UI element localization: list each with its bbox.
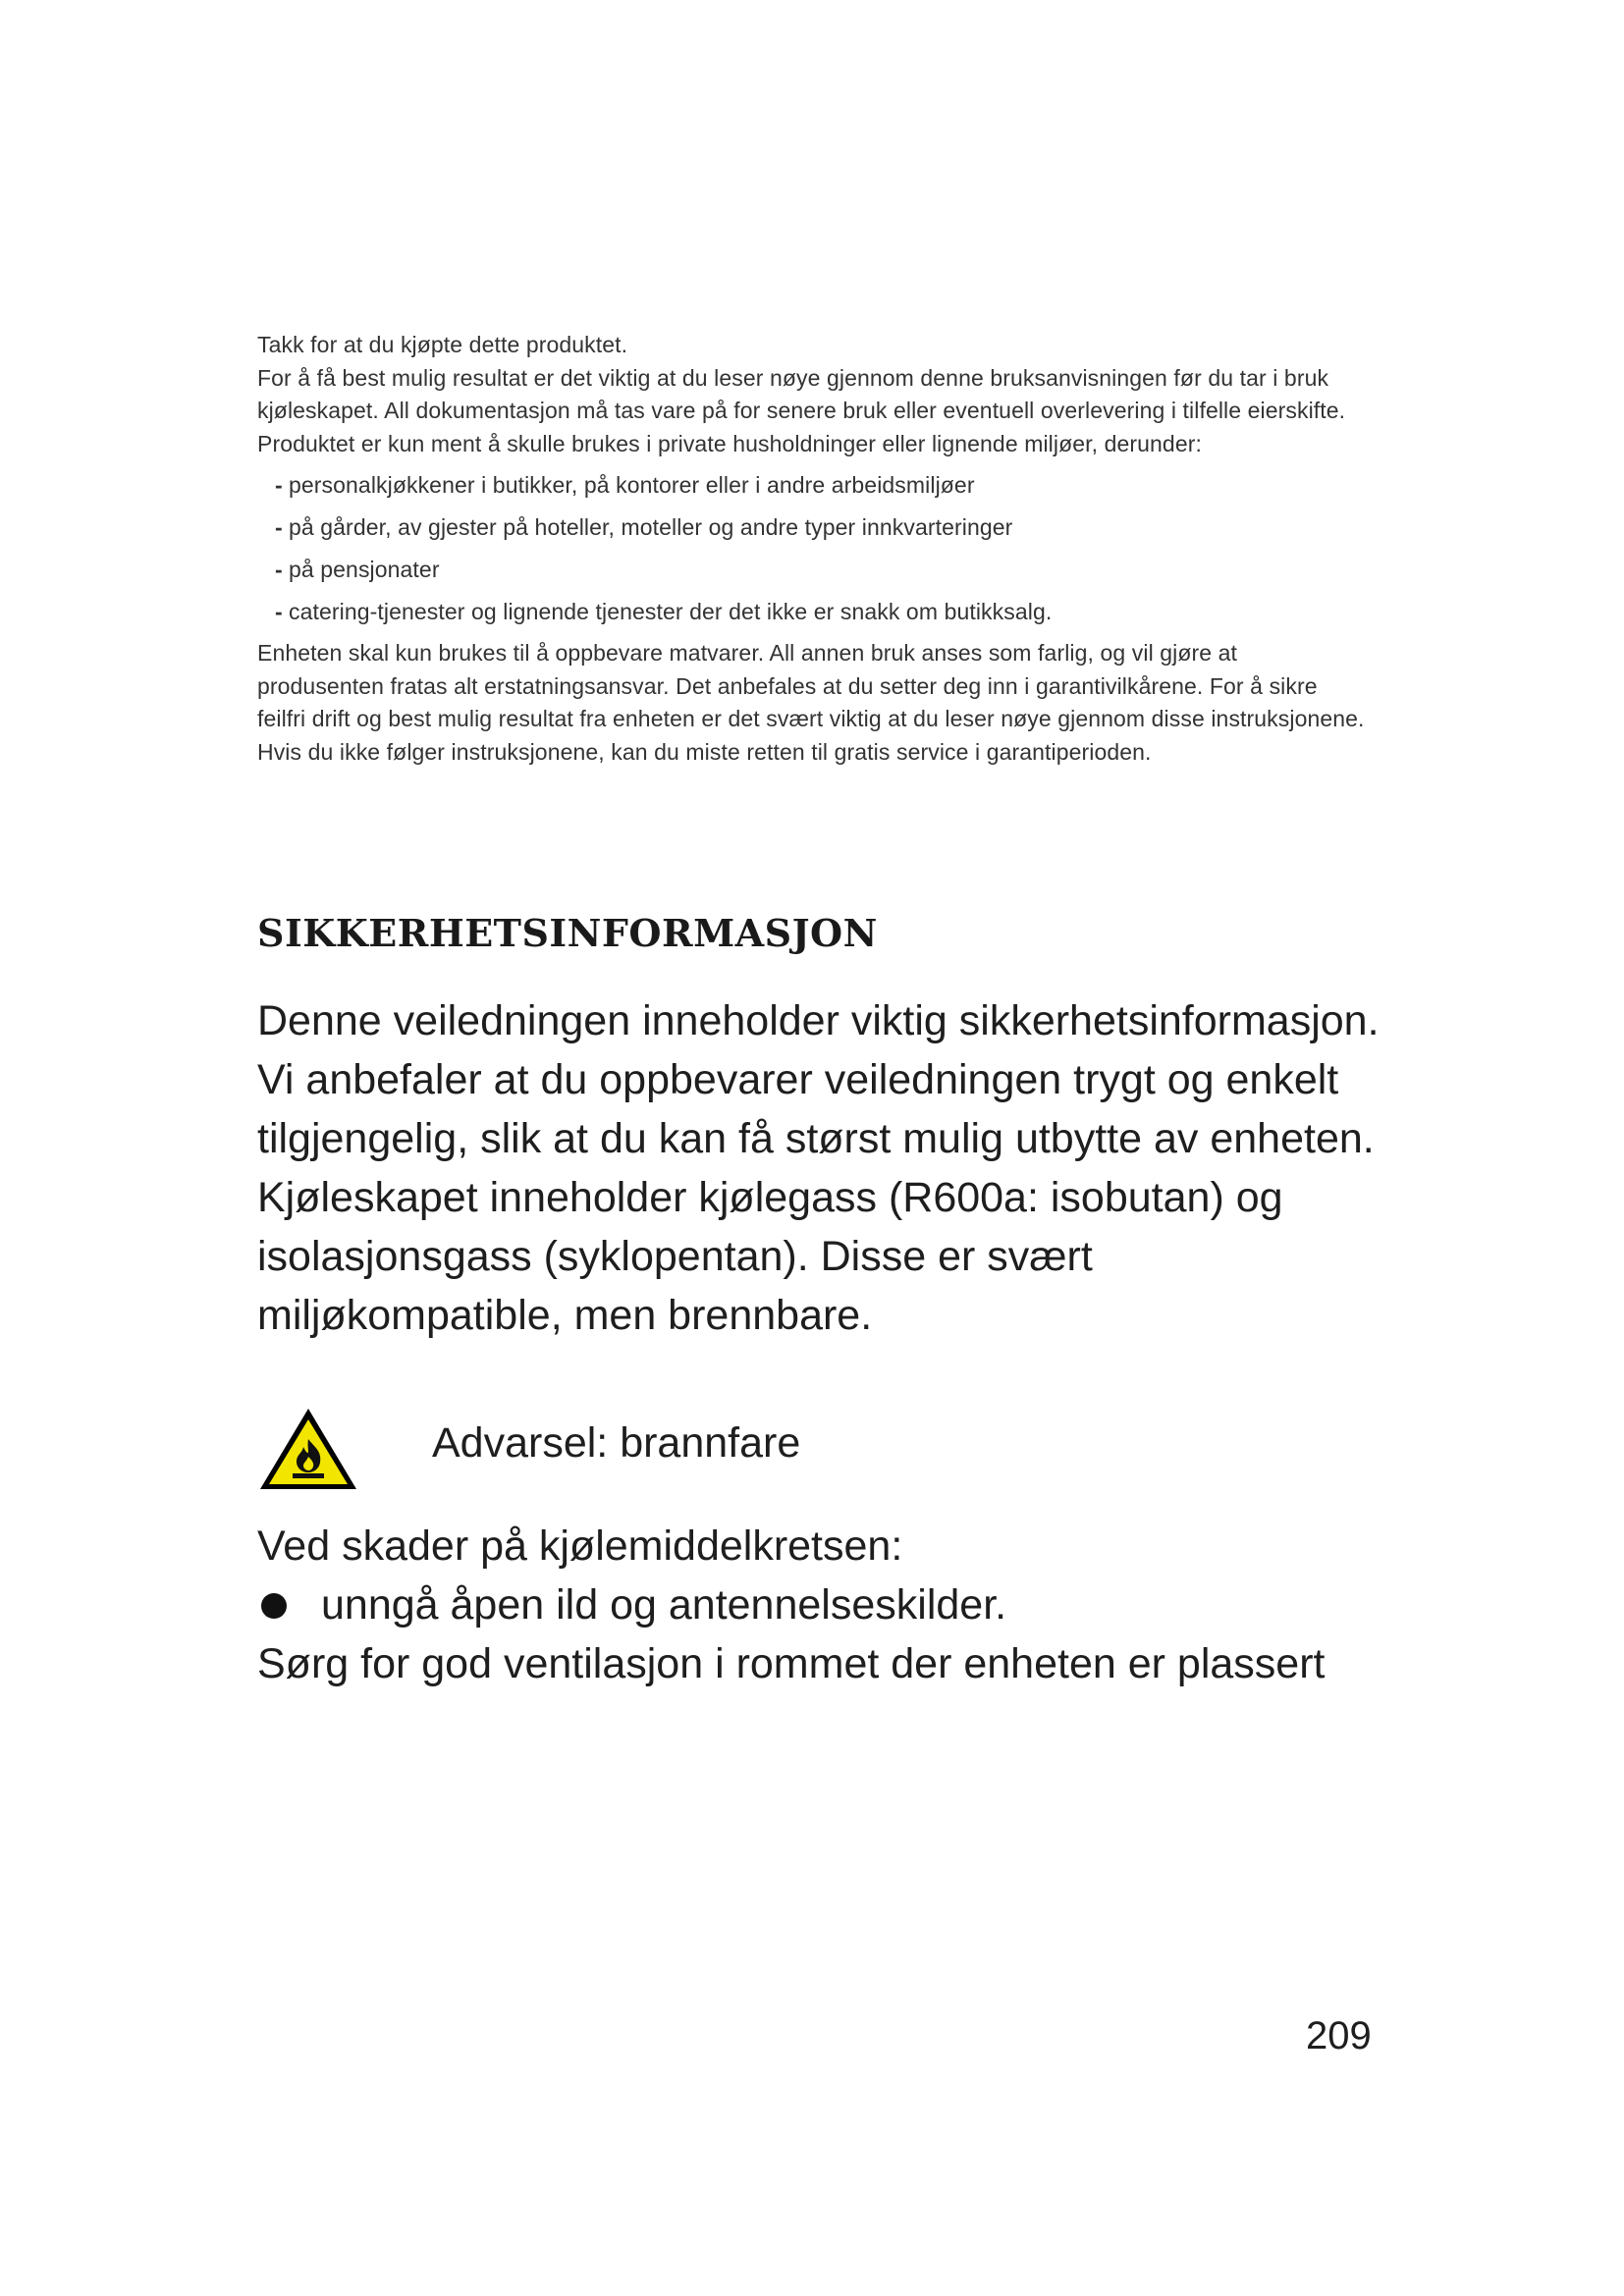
thanks-text: Takk for at du kjøpte dette produktet.: [257, 332, 628, 357]
safety-paragraph-2: Kjøleskapet inneholder kjølegass (R600a: isobutan) og isolasjonsgass (syklopentan). Disse er svært miljøkompatible, men brennbare.: [257, 1174, 1283, 1339]
damage-bullet: [257, 1575, 1435, 1634]
safety-heading: SIKKERHETSINFORMASJON: [257, 911, 878, 955]
intro-paragraph-2: Enheten skal kun brukes til å oppbevare matvarer. All annen bruk anses som farlig, og vil gjøre at produsenten fratas alt erstatningsansvar. Det anbefales at du setter deg inn i garantivilkårene. For å sikre feilfri drift og best mulig resultat fra enheten er det svært viktig at du leser nøye gjennom disse instruksjonene. Hvis du ikke følger instruksjonene, kan du miste retten til gratis service i garantiperioden.: [257, 640, 1365, 765]
damage-title: Ved skader på kjølemiddelkretsen:: [257, 1522, 903, 1570]
bullet-dash: -: [275, 514, 283, 540]
list-item: - på gårder, av gjester på hoteller, moteller og andre typer innkvarteringer: [257, 507, 1367, 549]
usage-environment-list: [257, 464, 1367, 633]
intro-section: [257, 329, 1367, 769]
intro-paragraph-1: For å få best mulig resultat er det viktig at du leser nøye gjennom denne bruksanvisningen før du tar i bruk kjøleskapet. All dokumentasjon må tas vare på for senere bruk eller eventuell overlevering i tilfelle eierskifte. Produktet er kun ment å skulle brukes i private husholdninger eller lignende miljøer, derunder:: [257, 364, 1346, 456]
fire-warning: [257, 1406, 1043, 1494]
damage-section: [257, 1517, 1435, 1693]
list-item: - på pensjonater: [257, 549, 1367, 591]
bullet-dash: -: [275, 472, 283, 498]
safety-section: [257, 991, 1396, 1345]
page-number: 209: [1306, 2014, 1372, 2057]
bullet-dot-icon: [261, 1593, 287, 1619]
bullet-dash: -: [275, 557, 283, 582]
ventilation-text: Sørg for god ventilasjon i rommet der enheten er plassert: [257, 1640, 1326, 1687]
flammable-warning-icon: [257, 1406, 359, 1492]
bullet-dash: -: [275, 599, 283, 624]
list-item: - personalkjøkkener i butikker, på kontorer eller i andre arbeidsmiljøer: [257, 464, 1367, 507]
warning-label: Advarsel: brannfare: [432, 1419, 801, 1467]
list-item: - catering-tjenester og lignende tjenester der det ikke er snakk om butikksalg.: [257, 591, 1367, 633]
damage-bullet-text: unngå åpen ild og antennelseskilder.: [321, 1581, 1007, 1629]
safety-paragraph-1: Denne veiledningen inneholder viktig sikkerhetsinformasjon. Vi anbefaler at du oppbevarer veiledningen trygt og enkelt tilgjengelig, slik at du kan få størst mulig utbytte av enheten.: [257, 997, 1380, 1162]
